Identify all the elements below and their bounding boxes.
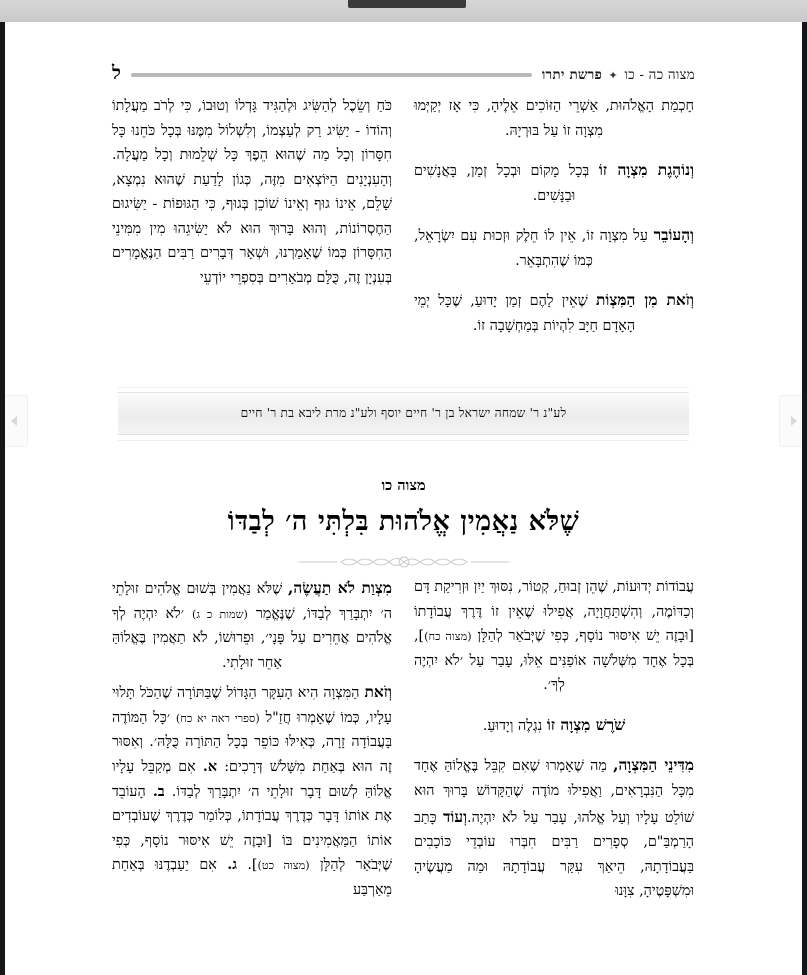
running-head-mitzvah-range: מצוה כה - כו	[624, 67, 695, 83]
ornament-divider-icon	[299, 553, 509, 571]
paragraph-body: כָּתַב הָרַמְבַּ"ם, סְפָרִים רַבִּים חִבְּרוּ עוֹבְדֵי כּוֹכָבִים בַּעֲבוֹדָתָהּ, הֵיאַךְ עִקַּר עֲבוֹדָתָהּ וּמַה מַעֲשֶׂיהָ וּמִשְׁפָּטֶיהָ, צִוָּנוּ	[414, 809, 694, 900]
paragraph	[414, 712, 694, 739]
paragraph-lead: וְהָעוֹבֵר	[653, 226, 694, 245]
mitzvah-number: מצוה כו	[381, 477, 426, 494]
bottom-text-columns	[112, 575, 695, 918]
running-head-parsha: פרשת יתרו	[541, 67, 603, 83]
paragraph: כֹּחַ וְשֵׂכֶל לְהַשִּׂיג וּלְהַגִּיד גָּדְלוֹ וְטוּבוֹ, כִּי לְרֹב מַעֲלָתוֹ וְהוֹדוֹ - יַשִּׂיג רַק לְעַצְמוֹ, וְלִשְׁלוֹל מִמֶּנּוּ בְּכָל כֹּחֵנוּ כָּל חִסָּרוֹן וְכָל מַה שֶׁהוּא הֵפֶךְ כָּל שְׁלֵמוּת וְכָל מַעֲלָה. וְהָעִנְיָנִים הַיּוֹצְאִים מִזֶּה, כְּגוֹן לָדַעַת שֶׁהוּא נִמְצָא, שָׁלֵם, אֵינוֹ גוּף וְאֵינוֹ שׁוֹכֵן בְּגוּף, כִּי הַגּוּפוֹת - יַשִּׂיגוּם הַחֶסְרוֹנוֹת, וְהוּא בָּרוּךְ הוּא לֹא יַשִּׂיגֵהוּ מִין מִמִּינֵי הַחִסָּרוֹן כְּמוֹ שֶׁאָמַרְנוּ, וּשְׁאָר דְּבָרִים רַבִּים הַנֶּאֱמָרִים בְּעִנְיָן זֶה, כֻּלָּם מְבֹאָרִים בְּסִפְרֵי יוֹדְעֵי	[112, 98, 392, 287]
paragraph-body: ].	[236, 857, 258, 874]
paragraph-body: שֶׁלֹּא נַאֲמִין בְּשׁוּם אֱלֹהִים זוּלָתֵי ה׳ יִתְבָּרַךְ לְבַדּוֹ, שֶׁנֶּאֱמַר	[112, 581, 392, 622]
paragraph	[414, 287, 694, 338]
paragraph	[414, 752, 694, 903]
mitzvah-heading-block	[112, 477, 695, 571]
floating-toolbar[interactable]	[348, 0, 466, 8]
paragraph-body: בְּכָל מָקוֹם וּבְכָל זְמַן, בָּאֲנָשִׁים וּבַנָּשִׁים.	[414, 163, 599, 204]
paragraph	[112, 679, 392, 902]
header-rule	[131, 73, 532, 77]
paragraph-lead: מִצְוַת לֹא תַעֲשֶׂה,	[288, 579, 393, 597]
folio-number: ל	[112, 62, 121, 84]
paragraph-body: ׳כָּל הַמּוֹדֶה בָּעֲבוֹדָה זָרָה, כְּאִילּוּ כּוֹפֵר בְּכָל הַתּוֹרָה כֻּלָּהּ׳. וְאִסּוּר זֶה הוּא בְּאַחַת מִשָּׁלֹשׁ דְּרָכִים:	[112, 709, 392, 776]
paragraph	[414, 157, 694, 208]
section-heading-dinei: מִדִּינֵי הַמִּצְוָה,	[613, 756, 694, 775]
paragraph-body: ], בְּכָל אֶחָד מִשְּׁלֹשָׁה אוֹפַנִּים אֵלּוּ, עָבַר עַל ׳לֹא יִהְיֶה לְךָ׳.	[414, 628, 694, 694]
scripture-citation: (שמות כ ג)	[191, 607, 248, 621]
top-right-column	[112, 94, 392, 353]
page-edge-left	[0, 22, 5, 975]
paragraph	[112, 575, 392, 675]
bottom-right-column	[112, 575, 392, 918]
paragraph-body: עַל מִצְוָה זוֹ, אֵין לוֹ חֵלֶק וּזְכוּת עִם יִשְׂרָאֵל, כְּמוֹ שֶׁהִתְבָּאֵר.	[414, 228, 654, 269]
paragraph-body: הַמִּצְוָה הִיא הָעִקָּר הַגָּדוֹל שֶׁבַּתּוֹרָה שֶׁהַכֹּל תָּלוּי עָלָיו, כְּמוֹ שֶׁאָמְרוּ חֲזַ"ל	[112, 685, 392, 726]
running-head	[112, 60, 695, 90]
document-page	[0, 22, 807, 975]
talmud-citation: (ספרי ראה יא כח)	[175, 711, 260, 725]
dedication-text: לע"נ ר' שמחה ישראל בן ר' חיים יוסף ולע"נ מרת ליבא בת ר' חיים	[240, 406, 567, 420]
dedication-banner	[118, 392, 689, 435]
banner-rule-top	[118, 387, 689, 388]
paragraph-body: עֲבוֹדוֹת יְדוּעוֹת, שֶׁהֵן זְבוּחַ, קְטוֹר, נִסּוּךְ יַיִן וּזְרִיקַת דָּם וְכַדּוֹמֶה, וְהִשְׁתַּחֲוָיָה, אֲפִילוּ שֶׁאֵין זוֹ דֶּרֶךְ עֲבוֹדָתוֹ [וּבָזֶה יֵשׁ אִיסּוּר נוֹסָף, כְּפִי שֶׁיְּבֹאַר לְהַלָּן	[414, 579, 695, 645]
paragraph	[414, 222, 694, 273]
paragraph: חָכְמַת הָאֱלֹהוּת, אַשְׁרֵי הַזּוֹכִים אֵלֶיהָ, כִּי אָז יְקַיְּמוּ מִצְוָה זוֹ עַל בּוּרְיָהּ.	[414, 98, 694, 139]
paragraph-body: אִם מְקַבֵּל עָלָיו אֱלוֹהַּ לְשׁוּם דָּבָר זוּלָתֵי ה׳ יִתְבָּרַךְ לְבַדּוֹ.	[112, 759, 392, 800]
running-head-title	[542, 67, 695, 83]
mitzvah-title: שֶׁלֹּא נַאֲמִין אֱלֹהוּת בִּלְתִּי ה׳ לְבַדּוֹ	[227, 506, 580, 537]
section-heading-shoresh: שֹׁרֶשׁ מִצְוָה זוֹ	[546, 715, 626, 734]
paragraph-lead: וְזֹאת	[364, 683, 392, 702]
app-chrome-bar	[0, 0, 807, 22]
paragraph-lead: וְנוֹהֶגֶת מִצְוָה זוֹ	[598, 161, 695, 180]
paragraph-body: שֶׁאֵין לָהֶם זְמַן יָדוּעַ, שֶׁכָּל יְמֵי הָאָדָם חַיָּב לִהְיוֹת בְּמַחְשָׁבָה זוֹ.	[414, 293, 636, 335]
top-left-column	[414, 94, 694, 353]
paragraph-body: נִגְלֶה וְיָדוּעַ.	[482, 717, 547, 734]
paragraph-lead: וְזֹאת מִן הַמִּצְוֹת	[596, 291, 694, 310]
paragraph-body: ׳לֹא יִהְיֶה לְךָ אֱלֹהִים אֲחֵרִים עַל פָּנָי׳, וּפֵרוּשׁוֹ, לֹא תַאֲמִין בֶּאֱלוֹהַּ אַחֵר זוּלָתִי.	[112, 605, 392, 671]
bottom-left-column	[414, 575, 694, 918]
paragraph-body: מַה שֶׁאָמְרוּ שֶׁאִם קִבֵּל בֶּאֱלוֹהַּ אֶחָד מִכָּל הַנִּבְרָאִים, וַאֲפִילוּ מוֹדֶה שֶׁהַקָּדוֹשׁ בָּרוּךְ הוּא שׁוֹלֵט עָלָיו וְעַל אֱלֹהוּ, עָבַר עַל לֹא יִהְיֶה.	[414, 758, 694, 826]
enumeration-marker-b: ב.	[152, 783, 165, 800]
diamond-icon: ✦	[608, 69, 618, 82]
top-text-columns	[112, 94, 695, 353]
cross-reference-citation[interactable]: (מצוה כט)	[257, 859, 310, 873]
banner-rule-bottom	[118, 440, 689, 441]
enumeration-marker-c: ג.	[227, 857, 237, 874]
paragraph-lead: וְעוֹד	[443, 807, 468, 826]
chevron-left-icon	[791, 416, 797, 426]
paragraph	[414, 575, 694, 698]
page-edge-right	[802, 22, 807, 975]
paragraph-body: אִם יַעַבְדֶנּוּ בְּאַחַת מֵאַרְבַּע	[112, 857, 392, 898]
cross-reference-citation[interactable]: (מצוה כח)	[424, 630, 472, 644]
enumeration-marker-a: א.	[202, 759, 218, 776]
paragraph-body: הָעוֹבֵד אֶת אוֹתוֹ דָּבָר כְּדֶרֶךְ עֲבוֹדָתוֹ, כְּלוֹמַר כְּדֶרֶךְ שֶׁעוֹבְדִים אוֹתוֹ הַמַּאֲמִינִים בּוֹ [וּבָזֶה יֵשׁ אִיסּוּר נוֹסָף, כְּפִי שֶׁיְּבֹאַר לְהַלָּן	[112, 783, 392, 874]
chevron-right-icon	[11, 416, 17, 426]
